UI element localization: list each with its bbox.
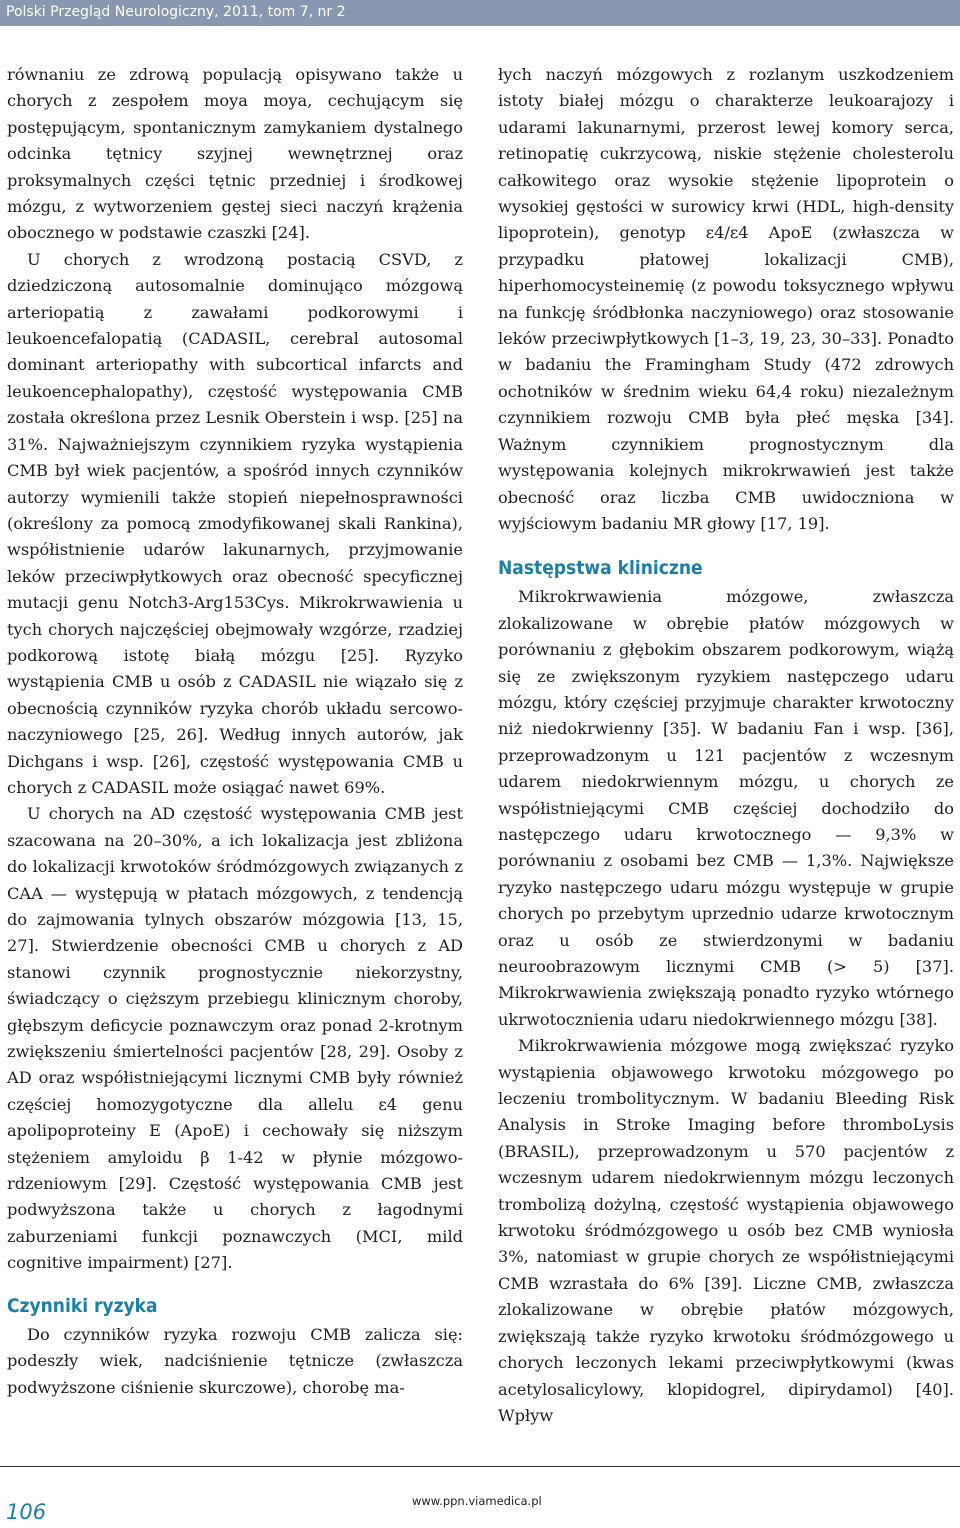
footer-url: www.ppn.viamedica.pl <box>412 1494 542 1508</box>
page-number: 106 <box>6 1500 47 1524</box>
section-heading-risk-factors: Czynniki ryzyka <box>7 1294 158 1317</box>
footer-divider <box>0 1466 960 1467</box>
section-heading-clinical-consequences: Następstwa kliniczne <box>498 557 703 580</box>
paragraph: U chorych na AD częstość występowania CMB jest szacowana na 20–30%, a ich lokalizacja jest zbliżona do lokalizacji krwotoków śródmózgowych związanych z CAA — występują w płatach mózgowych, z tendencją do zajmowania tylnych obszarów mózgowia [13, 15, 27]. Stwierdzenie obecności CMB u chorych z AD stanowi czynnik prognostycznie niekorzystny, świadczący o cięższym przebiegu klinicznym choroby, głębszym deficycie poznawczym oraz ponad 2-krotnym zwiększeniu śmiertelności pacjentów [28, 29]. Osoby z AD oraz współistniejącymi licznymi CMB były również częściej homozygotyczne dla allelu ε4 genu apolipoproteiny E (ApoE) i cechowały się niższym stężeniem amyloidu β 1-42 w płynie mózgowo-rdzeniowym [29]. Częstość występowania CMB jest podwyższona także u chorych z łagodnymi zaburzeniami funkcji poznawczych (MCI, mild cognitive impairment) [27]. <box>7 804 463 1273</box>
paragraph: równaniu ze zdrową populacją opisywano także u chorych z zespołem moya moya, cechującym się postępującym, spontanicznym zamykaniem dystalnego odcinka tętnicy szyjnej wewnętrznej oraz proksymalnych części tętnic przedniej i środkowej mózgu, z wytworzeniem gęstej sieci naczyń krążenia obocznego w podstawie czaszki [24]. <box>7 65 463 243</box>
paragraph: Mikrokrwawienia mózgowe, zwłaszcza zlokalizowane w obrębie płatów mózgowych w porównaniu z głębokim obszarem podkorowym, wiążą się ze zwiększonym ryzykiem następczego udaru mózgu, który częściej przyjmuje charakter krwotoczny niż niedokrwienny [35]. W badaniu Fan i wsp. [36], przeprowadzonym u 121 pacjentów z wczesnym udarem niedokrwiennym mózgu, u chorych ze współistniejącymi CMB częściej dochodziło do następczego udaru krwotocznego — 9,3% w porównaniu z osobami bez CMB — 1,3%. Największe ryzyko następczego udaru mózgu występuje w grupie chorych po przebytym uprzednio udarze krwotocznym oraz u osób ze stwierdzonymi w badaniu neuroobrazowym licznymi CMB (> 5) [37]. Mikrokrwawienia zwiększają ponadto ryzyko wtórnego ukrwotocznienia udaru niedokrwiennego mózgu [38]. <box>498 587 954 1029</box>
journal-header-bar <box>0 0 960 26</box>
right-column <box>498 62 954 1429</box>
left-column <box>7 62 463 1401</box>
paragraph: Do czynników ryzyka rozwoju CMB zalicza się: podeszły wiek, nadciśnienie tętnicze (zwłaszcza podwyższone ciśnienie skurczowe), chorobę ma- <box>7 1324 463 1397</box>
paragraph: U chorych z wrodzoną postacią CSVD, z dziedziczoną autosomalnie dominująco mózgową arteriopatią z zawałami podkorowymi i leukoencefalopatią (CADASIL, cerebral autosomal dominant arteriopathy with subcortical infarcts and leukoencephalopathy), częstość występowania CMB została określona przez Lesnik Oberstein i wsp. [25] na 31%. Najważniejszym czynnikiem ryzyka wystąpienia CMB był wiek pacjentów, a spośród innych czynników autorzy wymienili także stopień niepełnosprawności (określony za pomocą zmodyfikowanej skali Rankina), współistnienie udarów lakunarnych, przyjmowanie leków przeciwpłytkowych oraz obecność specyficznej mutacji genu Notch3-Arg153Cys. Mikrokrwawienia u tych chorych najczęściej obejmowały wzgórze, rzadziej podkorową istotę białą mózgu [25]. Ryzyko wystąpienia CMB u osób z CADASIL nie wiązało się z obecnością czynników ryzyka chorób układu sercowo-naczyniowego [25, 26]. Według innych autorów, jak Dichgans i wsp. [26], częstość występowania CMB u chorych z CADASIL może osiągać nawet 69%. <box>7 249 463 797</box>
paragraph: łych naczyń mózgowych z rozlanym uszkodzeniem istoty białej mózgu o charakterze leukoarajozy i udarami lakunarnymi, przerost lewej komory serca, retinopatię cukrzycową, niskie stężenie cholesterolu całkowitego oraz wysokie stężenie lipoprotein o wysokiej gęstości w surowicy krwi (HDL, high-density lipoprotein), genotyp ε4/ε4 ApoE (zwłaszcza w przypadku płatowej lokalizacji CMB), hiperhomocysteinemię (z powodu toksycznego wpływu na funkcję śródbłonka naczyniowego) oraz stosowanie leków przeciwpłytkowych [1–3, 19, 23, 30–33]. Ponadto w badaniu the Framingham Study (472 zdrowych ochotników w średnim wieku 64,4 roku) niezależnym czynnikiem rozwoju CMB była płeć męska [34]. Ważnym czynnikiem prognostycznym dla występowania kolejnych mikrokrwawień jest także obecność oraz liczba CMB uwidoczniona w wyjściowym badaniu MR głowy [17, 19]. <box>498 65 954 533</box>
journal-title: Polski Przegląd Neurologiczny, 2011, tom 7, nr 2 <box>6 4 346 20</box>
paragraph: Mikrokrwawienia mózgowe mogą zwiększać ryzyko wystąpienia objawowego krwotoku mózgowego po leczeniu trombolitycznym. W badaniu Bleeding Risk Analysis in Stroke Imaging before thromboLysis (BRASIL), przeprowadzonym u 570 pacjentów z wczesnym udarem niedokrwiennym mózgu leczonych trombolizą dożylną, częstość wystąpienia objawowego krwotoku śródmózgowego u osób bez CMB wyniosła 3%, natomiast w grupie chorych ze współistniejącymi CMB wzrastała do 6% [39]. Liczne CMB, zwłaszcza zlokalizowane w obrębie płatów mózgowych, zwiększają także ryzyko krwotoku śródmózgowego u chorych leczonych lekami przeciwpłytkowymi (kwas acetylosalicylowy, klopidogrel, dipirydamol) [40]. Wpływ <box>498 1036 954 1425</box>
